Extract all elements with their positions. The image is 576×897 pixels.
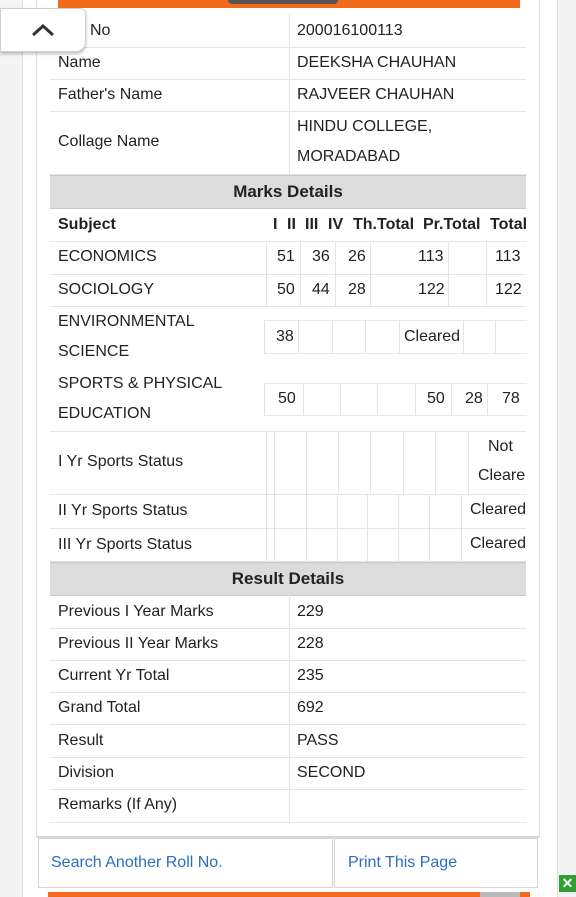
print-page-button[interactable] <box>334 838 538 888</box>
print-page-label: Print This Page <box>348 854 458 871</box>
mark-ii: 36 <box>312 248 330 265</box>
roll-label: No <box>90 22 111 39</box>
mark-iii: 26 <box>348 248 366 265</box>
mark-i: 50 <box>277 281 295 298</box>
col-iii: III <box>305 216 319 233</box>
yr3-sports-label: III Yr Sports Status <box>58 536 192 553</box>
chevron-up-icon <box>30 22 56 38</box>
subject-name-line1: ENVIRONMENTAL <box>58 313 195 330</box>
result-label: Result <box>58 732 104 749</box>
yr1-status-line2: Cleare <box>478 467 526 484</box>
sports-row <box>50 368 526 432</box>
mark-total: 122 <box>495 281 522 298</box>
result-label: Remarks (If Any) <box>58 796 178 813</box>
col-th-total: Th.Total <box>353 216 415 233</box>
result-label: Division <box>58 764 115 781</box>
result-row-prev1 <box>50 595 526 629</box>
env-science-row <box>50 306 526 368</box>
result-label: Previous I Year Marks <box>58 603 214 620</box>
college-value-line1: HINDU COLLEGE, <box>297 118 433 135</box>
col-ii: II <box>287 216 296 233</box>
result-row-remarks <box>50 789 526 823</box>
table-row <box>50 274 526 307</box>
mark-i: 38 <box>276 328 294 345</box>
result-row-grand <box>50 692 526 725</box>
collapse-button[interactable] <box>0 8 86 52</box>
mark-th-total: 113 <box>418 248 444 265</box>
mark-th-total: Cleared <box>404 328 461 345</box>
name-value: DEEKSHA CHAUHAN <box>297 54 457 71</box>
marks-header-row <box>50 208 526 242</box>
mark-th-total: 122 <box>418 281 445 298</box>
subject-name-line1: SPORTS & PHYSICAL <box>58 375 223 392</box>
bottom-banner-strip <box>48 892 530 897</box>
yr2-sports-row <box>50 494 526 529</box>
result-details-header: Result Details <box>50 562 526 596</box>
result-label: Grand Total <box>58 699 141 716</box>
mark-i: 50 <box>278 390 296 407</box>
result-value: SECOND <box>297 764 366 781</box>
table-row <box>50 241 526 275</box>
name-row <box>50 47 526 80</box>
result-row-prev2 <box>50 628 526 661</box>
mark-total: 113 <box>495 248 521 265</box>
result-value: PASS <box>297 732 339 749</box>
name-label: Name <box>58 54 101 71</box>
result-row-division <box>50 757 526 790</box>
yr2-status: Cleared <box>470 501 527 518</box>
result-label: Current Yr Total <box>58 667 170 684</box>
col-total: Total <box>490 216 528 233</box>
college-label: Collage Name <box>58 133 160 150</box>
yr1-sports-label: I Yr Sports Status <box>58 453 184 470</box>
mark-pr-total: 28 <box>465 390 483 407</box>
father-label: Father's Name <box>58 86 163 103</box>
col-i: I <box>273 216 278 233</box>
result-label: Previous II Year Marks <box>58 635 219 652</box>
subject-name-line2: SCIENCE <box>58 343 130 360</box>
search-another-roll-button[interactable] <box>38 838 333 888</box>
result-value: 228 <box>297 635 324 652</box>
marks-details-header: Marks Details <box>50 175 526 209</box>
yr2-sports-label: II Yr Sports Status <box>58 502 188 519</box>
close-icon[interactable]: ✕ <box>559 875 576 892</box>
result-value: 692 <box>297 699 324 716</box>
yr1-sports-row <box>50 431 526 495</box>
roll-value: 200016100113 <box>297 22 403 39</box>
col-pr-total: Pr.Total <box>423 216 481 233</box>
mark-th-total: 50 <box>427 390 445 407</box>
footer-actions <box>38 838 538 890</box>
col-iv: IV <box>328 216 344 233</box>
mark-total: 78 <box>502 390 520 407</box>
subject-name: SOCIOLOGY <box>58 281 155 298</box>
yr3-sports-row <box>50 528 526 562</box>
result-row-result <box>50 724 526 758</box>
father-row <box>50 79 526 112</box>
search-another-roll-label: Search Another Roll No. <box>51 854 223 871</box>
subject-name-line2: EDUCATION <box>58 405 152 422</box>
mark-i: 51 <box>277 248 295 265</box>
college-row <box>50 111 526 175</box>
college-value-line2: MORADABAD <box>297 148 401 165</box>
father-value: RAJVEER CHAUHAN <box>297 86 455 103</box>
roll-row <box>50 14 526 48</box>
mark-ii: 44 <box>312 281 330 298</box>
result-value: 229 <box>297 603 324 620</box>
top-banner-strip <box>58 0 520 8</box>
result-value: 235 <box>297 667 324 684</box>
col-subject: Subject <box>58 216 116 233</box>
yr3-status: Cleared <box>470 535 527 552</box>
result-row-current <box>50 660 526 693</box>
yr1-status-line1: Not <box>488 438 513 455</box>
mark-iii: 28 <box>348 281 366 298</box>
subject-name: ECONOMICS <box>58 248 157 265</box>
